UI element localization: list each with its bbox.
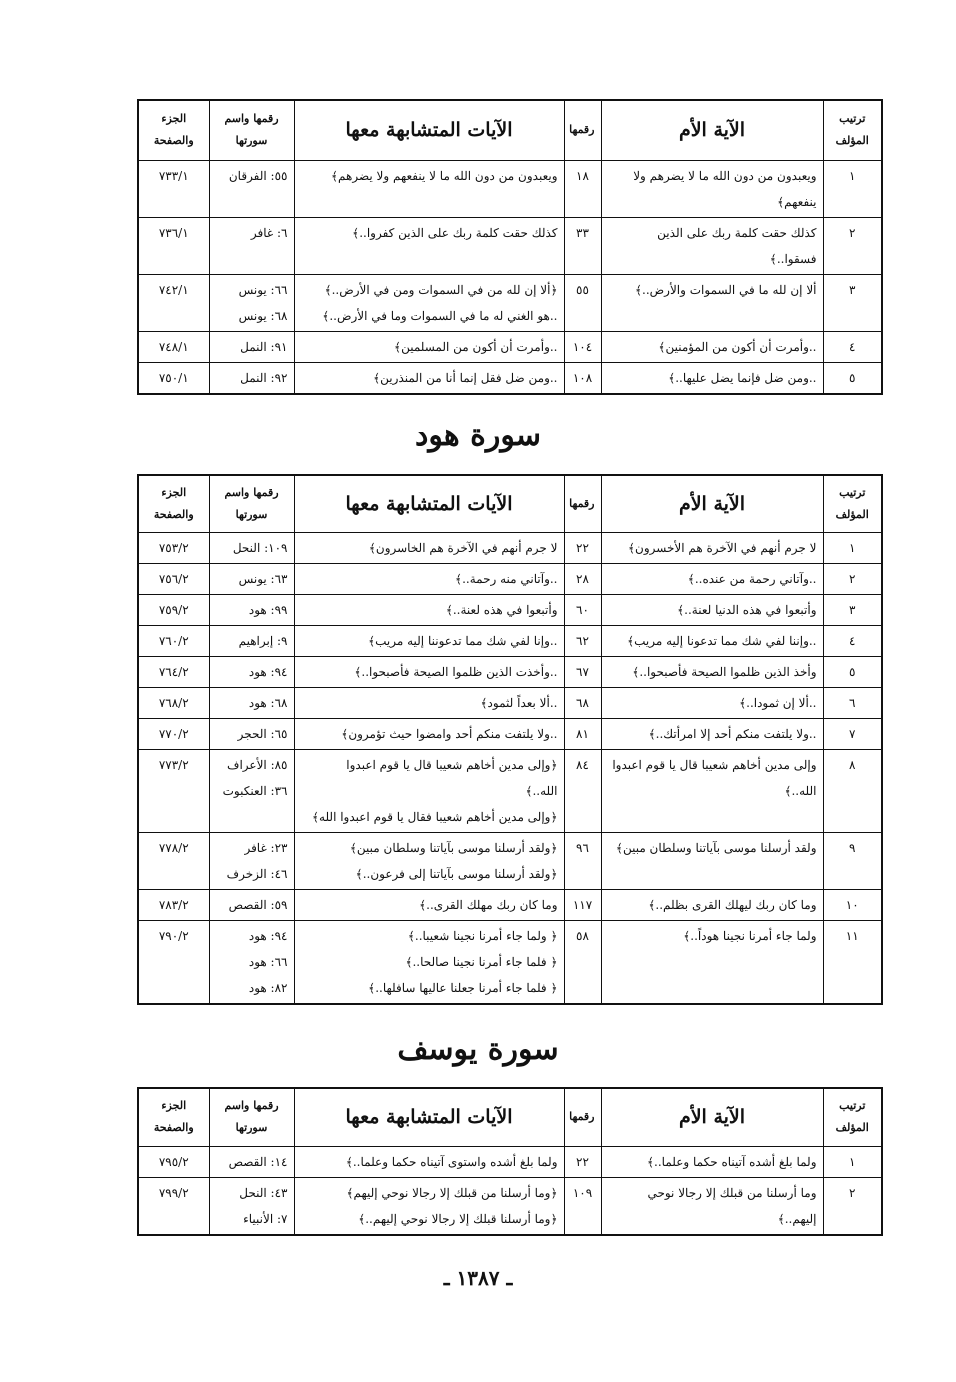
surah-reference-cell <box>209 563 294 594</box>
juz-page-cell: ٧٤٨/١ <box>138 331 209 362</box>
ayah-number-cell: ١٠٨ <box>564 362 601 394</box>
surah-reference-cell <box>209 362 294 394</box>
juz-page-cell: ٧٦٤/٢ <box>138 656 209 687</box>
order-cell: ١١ <box>823 920 882 1004</box>
similar-verse-line: ..هو الغني له ما في السموات وما في الأرض..﴾ <box>322 308 558 323</box>
similar-verse-line: ..وإنا لفي شك مما تدعوننا إليه مريب﴾ <box>368 633 558 648</box>
similar-verse-line: ﴿ فلما جاء أمرنا نجينا صالحا..﴾ <box>405 954 558 969</box>
surah-reference-cell <box>209 1177 294 1235</box>
table-row <box>138 594 882 625</box>
table-row <box>138 532 882 563</box>
header-mother-ayah: الآية الأم <box>601 1088 823 1146</box>
juz-page-cell: ٧٦٠/٢ <box>138 625 209 656</box>
ayah-number-cell: ٥٨ <box>564 920 601 1004</box>
order-cell: ٩ <box>823 832 882 889</box>
similar-verses-cell <box>294 625 564 656</box>
surah-reference-cell <box>209 625 294 656</box>
order-cell: ١ <box>823 532 882 563</box>
surah-reference-cell <box>209 274 294 331</box>
similar-verses-cell <box>294 749 564 832</box>
header-mother-ayah: الآية الأم <box>601 100 823 160</box>
header-number: رقمها <box>564 1088 601 1146</box>
surah-reference-line: ٦٦: هود <box>248 954 288 969</box>
surah-reference-cell <box>209 594 294 625</box>
juz-page-cell: ٧٧٠/٢ <box>138 718 209 749</box>
juz-page-cell: ٧٥٩/٢ <box>138 594 209 625</box>
table-row <box>138 274 882 331</box>
surah-reference-line: ٧: الأنبياء <box>243 1211 288 1226</box>
similar-verse-line: ولما بلغ أشده واستوى آتيناه حكما وعلما..﴾ <box>345 1154 558 1169</box>
order-cell: ١ <box>823 160 882 217</box>
order-cell: ٢ <box>823 563 882 594</box>
surah-hud-title: سورة هود <box>415 418 541 453</box>
header-similar-verses: الآيات المتشابهة معها <box>294 475 564 532</box>
header-order: ترتيب المؤلف <box>823 1088 882 1146</box>
table-row <box>138 1146 882 1177</box>
table-row <box>138 749 882 832</box>
similar-verses-cell <box>294 656 564 687</box>
header-mother-ayah: الآية الأم <box>601 475 823 532</box>
similar-verse-line: ..ولا يلتفت منكم أحد وامضوا حيث تؤمرون﴾ <box>341 726 558 741</box>
juz-page-cell: ٧٤٢/١ <box>138 274 209 331</box>
juz-page-cell: ٧٧٨/٢ <box>138 832 209 889</box>
table-row <box>138 718 882 749</box>
ayah-number-cell: ١٠٩ <box>564 1177 601 1235</box>
similar-verses-cell <box>294 362 564 394</box>
similar-verses-cell <box>294 331 564 362</box>
similar-verses-cell <box>294 920 564 1004</box>
mother-ayah-cell: ..وآتاني رحمة من عنده..﴾ <box>601 563 823 594</box>
order-cell: ٦ <box>823 687 882 718</box>
similar-verse-line: ﴿وإلى مدين أخاهم شعيبا فقال يا قوم اعبدوا الله﴾ <box>311 809 558 824</box>
order-cell: ٤ <box>823 331 882 362</box>
similar-verse-line: وما كان ربك مهلك القرى..﴾ <box>419 897 558 912</box>
surah-reference-cell <box>209 331 294 362</box>
table-header-row <box>138 100 882 160</box>
mother-ayah-cell: ولقد أرسلنا موسى بآياتنا وسلطان مبين﴾ <box>601 832 823 889</box>
surah-reference-line: ٩٩: هود <box>248 602 288 617</box>
surah-reference-line: ٩٤: هود <box>248 928 288 943</box>
surah-reference-line: ٩٢: النمل <box>240 370 288 385</box>
surah-reference-cell <box>209 718 294 749</box>
surah-reference-line: ٣٦: العنكبوت <box>222 783 288 798</box>
order-cell: ٧ <box>823 718 882 749</box>
surah-yusuf-title: سورة يوسف <box>397 1032 559 1067</box>
table-header-row <box>138 1088 882 1146</box>
surah-reference-cell <box>209 217 294 274</box>
table-row <box>138 889 882 920</box>
mother-ayah-cell: ألا إن لله ما في السموات والأرض..﴾ <box>601 274 823 331</box>
juz-page-cell: ٧٥٠/١ <box>138 362 209 394</box>
order-cell: ٣ <box>823 274 882 331</box>
similar-verses-cell <box>294 532 564 563</box>
surah-reference-line: ٦٨: يونس <box>238 308 288 323</box>
order-cell: ٥ <box>823 656 882 687</box>
similar-verse-line: ..ومن ضل فقل إنما أنا من المنذرين﴾ <box>373 370 558 385</box>
similar-verse-line: الله..﴾ <box>525 783 558 798</box>
juz-page-cell: ٧٦٨/٢ <box>138 687 209 718</box>
surah-reference-line: ٥٩: القصص <box>228 897 288 912</box>
surah-reference-cell <box>209 656 294 687</box>
similar-verses-cell <box>294 1177 564 1235</box>
similar-verse-line: ..وأمرت أن أكون من المسلمين﴾ <box>394 339 558 354</box>
table-row <box>138 362 882 394</box>
ayah-number-cell: ٨١ <box>564 718 601 749</box>
similar-verse-line: ﴿ألا إن لله من في السموات ومن في الأرض..﴾ <box>324 282 558 297</box>
table-row <box>138 625 882 656</box>
surah-reference-line: ١٤: القصص <box>228 1154 288 1169</box>
header-similar-verses: الآيات المتشابهة معها <box>294 1088 564 1146</box>
juz-page-cell: ٧٩٩/٢ <box>138 1177 209 1235</box>
header-order: ترتيب المؤلف <box>823 475 882 532</box>
header-juz-page: الجزء والصفحة <box>138 475 209 532</box>
ayah-number-cell: ٦٧ <box>564 656 601 687</box>
mother-ayah-cell: ..وإننا لفي شك مما تدعونا إليه مريب﴾ <box>601 625 823 656</box>
ayah-number-cell: ٢٢ <box>564 532 601 563</box>
surah-reference-cell <box>209 687 294 718</box>
similar-verse-line: ﴿ولقد أرسلنا موسى بآياتنا وسلطان مبين﴾ <box>349 840 558 855</box>
ayah-number-cell: ٦٢ <box>564 625 601 656</box>
mother-ayah-cell: ..ولا يلتفت منكم أحد إلا امرأتك..﴾ <box>601 718 823 749</box>
surah-reference-line: ٢٣: غافر <box>244 840 288 855</box>
table-row <box>138 563 882 594</box>
similar-verses-cell <box>294 889 564 920</box>
ayah-number-cell: ٥٥ <box>564 274 601 331</box>
similar-verse-line: لا جرم أنهم في الآخرة هم الخاسرون﴾ <box>368 540 558 555</box>
juz-page-cell: ٧٣٣/١ <box>138 160 209 217</box>
similar-verse-line: ..وأخذت الذين ظلموا الصيحة فأصبحوا..﴾ <box>354 664 558 679</box>
table-row <box>138 160 882 217</box>
table-row <box>138 920 882 1004</box>
order-cell: ٢ <box>823 217 882 274</box>
surah-reference-line: ٨٢: هود <box>248 980 288 995</box>
surah-reference-line: ٨٥: الأعراف <box>227 757 288 772</box>
mother-ayah-cell: وما أرسلنا من قبلك إلا رجالا نوحي إليهم..﴾ <box>601 1177 823 1235</box>
juz-page-cell: ٧٩٥/٢ <box>138 1146 209 1177</box>
order-cell: ٨ <box>823 749 882 832</box>
header-similar-verses: الآيات المتشابهة معها <box>294 100 564 160</box>
surah-reference-cell <box>209 889 294 920</box>
ayah-number-cell: ٦٠ <box>564 594 601 625</box>
mother-ayah-cell: لا جرم أنهم في الآخرة هم الأخسرون﴾ <box>601 532 823 563</box>
order-cell: ١٠ <box>823 889 882 920</box>
surah-reference-line: ٩٤: هود <box>248 664 288 679</box>
similar-verse-line: ﴿ولقد أرسلنا موسى بآياتنا إلى فرعون..﴾ <box>355 866 558 881</box>
surah-reference-line: ٩: إبراهيم <box>238 633 288 648</box>
surah-reference-line: ٩١: النمل <box>240 339 288 354</box>
surah-reference-line: ١٠٩: النحل <box>232 540 288 555</box>
similar-verses-cell <box>294 274 564 331</box>
header-juz-page: الجزء والصفحة <box>138 1088 209 1146</box>
surah-reference-line: ٦: غافر <box>250 225 288 240</box>
ayah-number-cell: ٨٤ <box>564 749 601 832</box>
header-order: ترتيب المؤلف <box>823 100 882 160</box>
surah-reference-cell <box>209 1146 294 1177</box>
surah-reference-cell <box>209 920 294 1004</box>
similar-verse-line: ويعبدون من دون الله ما لا ينفعهم ولا يضرهم﴾ <box>331 168 558 183</box>
table-row <box>138 687 882 718</box>
surah-reference-line: ٦٦: يونس <box>238 282 288 297</box>
order-cell: ٤ <box>823 625 882 656</box>
header-number-surah: رقمها واسم سورتها <box>209 100 294 160</box>
similar-verses-cell <box>294 563 564 594</box>
similar-verses-cell <box>294 832 564 889</box>
similar-verse-line: ﴿وما أرسلنا قبلك إلا رجالا نوحي إليهم..﴾ <box>358 1211 558 1226</box>
surah-reference-cell <box>209 532 294 563</box>
ayah-number-cell: ١١٧ <box>564 889 601 920</box>
table-row <box>138 217 882 274</box>
mother-ayah-cell: ..وأمرت أن أكون من المؤمنين﴾ <box>601 331 823 362</box>
similar-verse-line: ﴿ ولما جاء أمرنا نجينا شعيبا..﴾ <box>407 928 558 943</box>
mother-ayah-cell: ولما جاء أمرنا نجينا هوداً..﴾ <box>601 920 823 1004</box>
header-number-surah: رقمها واسم سورتها <box>209 1088 294 1146</box>
table-row <box>138 656 882 687</box>
verses-table-2 <box>137 474 883 1005</box>
juz-page-cell: ٧٩٠/٢ <box>138 920 209 1004</box>
surah-reference-line: ٦٨: هود <box>248 695 288 710</box>
ayah-number-cell: ٦٨ <box>564 687 601 718</box>
similar-verse-line: ..وآتاني منه رحمة..﴾ <box>455 571 558 586</box>
surah-reference-cell <box>209 160 294 217</box>
mother-ayah-cell: ولما بلغ أشده آتيناه حكما وعلما..﴾ <box>601 1146 823 1177</box>
similar-verses-cell <box>294 217 564 274</box>
similar-verse-line: ﴿ فلما جاء أمرنا جعلنا عاليها سافلها..﴾ <box>368 980 558 995</box>
page-number: ـ ١٣٨٧ ـ <box>443 1266 513 1290</box>
table-row <box>138 1177 882 1235</box>
surah-reference-line: ٥٥: الفرقان <box>228 168 288 183</box>
ayah-number-cell: ١٨ <box>564 160 601 217</box>
ayah-number-cell: ٩٦ <box>564 832 601 889</box>
mother-ayah-cell: وما كان ربك ليهلك القرى بظلم..﴾ <box>601 889 823 920</box>
verses-table-1 <box>137 99 883 395</box>
juz-page-cell: ٧٧٣/٢ <box>138 749 209 832</box>
juz-page-cell: ٧٨٣/٢ <box>138 889 209 920</box>
order-cell: ٢ <box>823 1177 882 1235</box>
mother-ayah-cell: كذلك حقت كلمة ربك على الذين فسقوا..﴾ <box>601 217 823 274</box>
juz-page-cell: ٧٣٦/١ <box>138 217 209 274</box>
similar-verse-line: ..ألا بعداً لثمود﴾ <box>480 695 558 710</box>
similar-verses-cell <box>294 687 564 718</box>
header-number-surah: رقمها واسم سورتها <box>209 475 294 532</box>
ayah-number-cell: ٢٨ <box>564 563 601 594</box>
ayah-number-cell: ١٠٤ <box>564 331 601 362</box>
header-number: رقمها <box>564 475 601 532</box>
ayah-number-cell: ٢٢ <box>564 1146 601 1177</box>
order-cell: ٥ <box>823 362 882 394</box>
mother-ayah-cell: وإلى مدين أخاهم شعيبا قال يا قوم اعبدوا الله..﴾ <box>601 749 823 832</box>
mother-ayah-cell: ..ألا إن ثمودا..﴾ <box>601 687 823 718</box>
surah-reference-cell <box>209 749 294 832</box>
similar-verses-cell <box>294 594 564 625</box>
mother-ayah-cell: ..ومن ضل فإنما يضل عليها..﴾ <box>601 362 823 394</box>
header-number: رقمها <box>564 100 601 160</box>
mother-ayah-cell: وأخذ الذين ظلموا الصيحة فأصبحوا..﴾ <box>601 656 823 687</box>
table-row <box>138 832 882 889</box>
similar-verses-cell <box>294 718 564 749</box>
similar-verse-line: كذلك حقت كلمة ربك على الذين كفروا..﴾ <box>352 225 558 240</box>
verses-table-3 <box>137 1087 883 1236</box>
similar-verse-line: وأتبعوا في هذه لعنة..﴾ <box>445 602 558 617</box>
surah-reference-line: ٦٥: الحجر <box>237 726 288 741</box>
similar-verses-cell <box>294 160 564 217</box>
similar-verses-cell <box>294 1146 564 1177</box>
mother-ayah-cell: وأتبعوا في هذه الدنيا لعنة..﴾ <box>601 594 823 625</box>
ayah-number-cell: ٣٣ <box>564 217 601 274</box>
juz-page-cell: ٧٥٣/٢ <box>138 532 209 563</box>
surah-reference-line: ٤٦: الزخرف <box>226 866 288 881</box>
juz-page-cell: ٧٥٦/٢ <box>138 563 209 594</box>
order-cell: ٣ <box>823 594 882 625</box>
order-cell: ١ <box>823 1146 882 1177</box>
mother-ayah-cell: ويعبدون من دون الله ما لا يضرهم ولا ينفعهم﴾ <box>601 160 823 217</box>
similar-verse-line: ﴿وإلى مدين أخاهم شعيبا قال يا قوم اعبدوا <box>346 757 558 772</box>
similar-verse-line: ﴿وما أرسلنا من قبلك إلا رجالا نوحي إليهم﴾ <box>346 1185 558 1200</box>
surah-reference-line: ٦٣: يونس <box>238 571 288 586</box>
table-header-row <box>138 475 882 532</box>
surah-reference-cell <box>209 832 294 889</box>
table-row <box>138 331 882 362</box>
surah-reference-line: ٤٣: النحل <box>239 1185 288 1200</box>
header-juz-page: الجزء والصفحة <box>138 100 209 160</box>
